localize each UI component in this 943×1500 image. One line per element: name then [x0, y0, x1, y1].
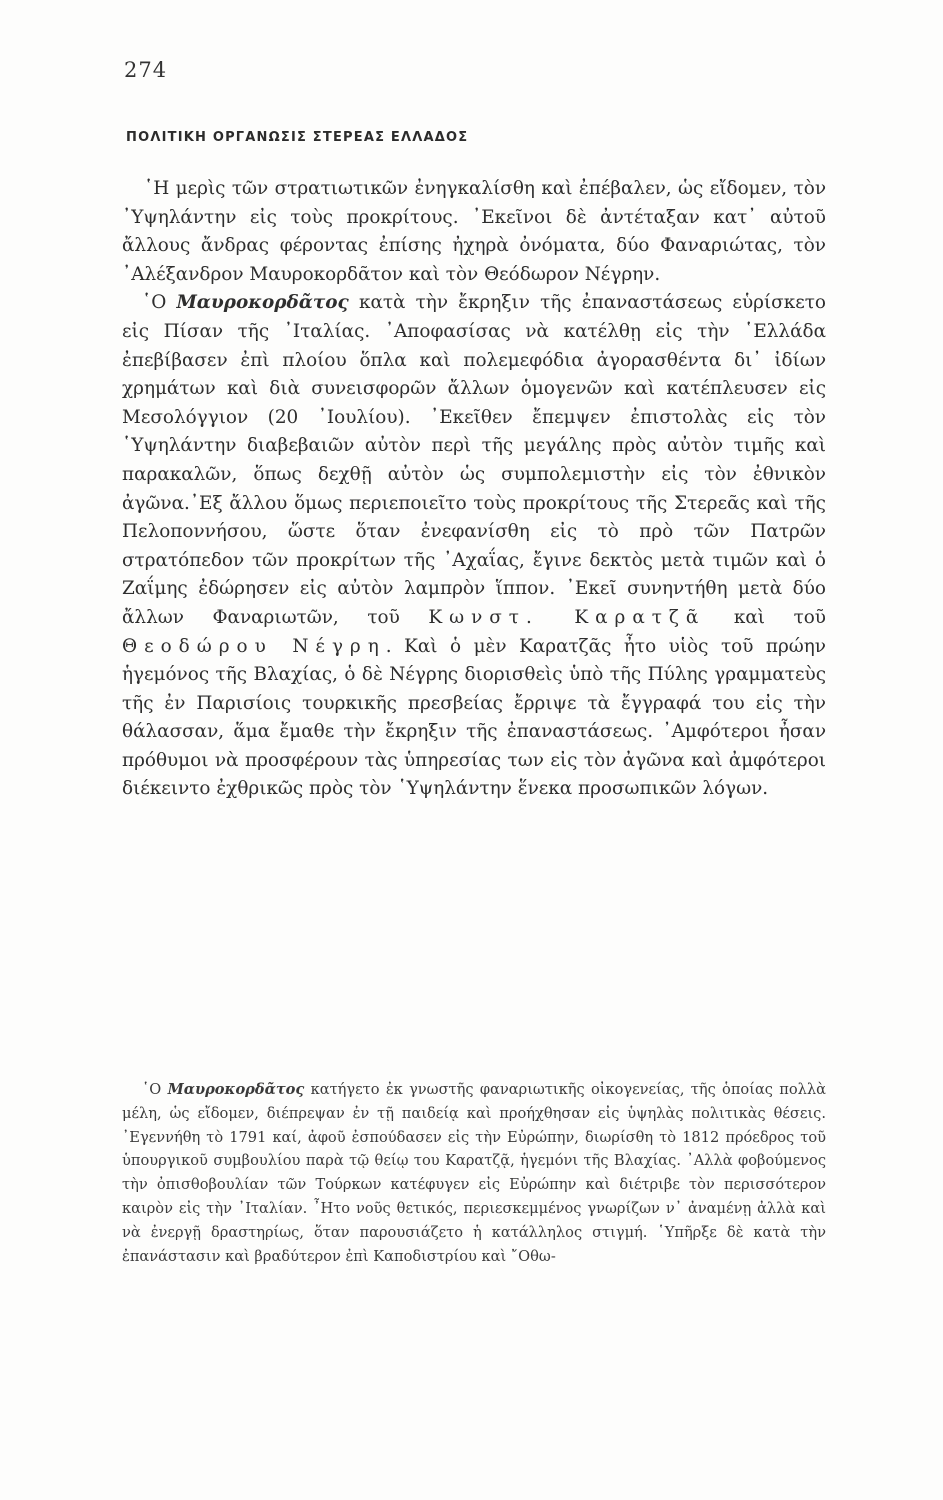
- spaced-name-negris: Θεοδώρου Νέγρη: [122, 635, 386, 657]
- paragraph-2-part1: κατὰ τὴν ἔκρηξιν τῆς ἐπαναστάσεως εὑρίσκετο εἰς Πίσαν τῆς ᾽Ιταλίας. ᾽Αποφασίσας νὰ κατέλθῃ εἰς τὴν ῾Ελλάδα ἐπεβίβασεν ἐπὶ πλοίου ὅπλα καὶ πολεμεφόδια ἀγορασθέντα δι᾽ ἰδίων χρημάτων καὶ διὰ συνεισφορῶν ἄλλων ὁμογενῶν καὶ κατέπλευσεν εἰς Μεσολόγγιον (20 ᾽Ιουλίου). ᾽Εκεῖθεν ἔπεμψεν ἐπιστολὰς εἰς τὸν ῾Υψηλάντην διαβεβαιῶν αὐτὸν περὶ τῆς μεγάλης πρὸς αὐτὸν τιμῆς καὶ παρακαλῶν, ὅπως δεχθῇ αὐτὸν ὡς συμπολεμιστὴν εἰς τὸν ἐθνικὸν ἀγῶνα.᾽Εξ ἄλλου ὅμως περιεποιεῖτο τοὺς προκρίτους τῆς Στερεᾶς καὶ τῆς Πελοποννήσου, ὥστε ὅταν ἐνεφανίσθη εἰς τὸ πρὸ τῶν Πατρῶν στρατόπεδον τῶν προκρίτων τῆς ᾽Αχαΐας, ἔγινε δεκτὸς μετὰ τιμῶν καὶ ὁ Ζαΐμης ἐδώρησεν εἰς αὐτὸν λαμπρὸν ἵππον. ᾽Εκεῖ συνηντήθη μετὰ δύο ἄλλων Φαναριωτῶν, τοῦ: [122, 292, 826, 628]
- paragraph-2-part3: . Καὶ ὁ μὲν Καρατζᾶς ἦτο υἱὸς τοῦ πρώην ἡγεμόνος τῆς Βλαχίας, ὁ δὲ Νέγρης διορισθεὶς ὑπὸ τῆς Πύλης γραμματεὺς τῆς ἐν Παρισίοις τουρκικῆς πρεσβείας ἔρριψε τὰ ἔγγραφά του εἰς τὴν θάλασσαν, ἅμα ἔμαθε τὴν ἔκρηξιν τῆς ἐπαναστάσεως. ᾽Αμφότεροι ἦσαν πρόθυμοι νὰ προσφέρουν τὰς ὑπηρεσίας των εἰς τὸν ἀγῶνα καὶ ἀμφότεροι διέκειντο ἐχθρικῶς πρὸς τὸν ῾Υψηλάντην ἕνεκα προσωπικῶν λόγων.: [122, 635, 826, 800]
- main-text: [122, 175, 826, 804]
- spaced-name-karatzas: Κωνστ. Καρατζᾶ: [428, 606, 706, 628]
- running-head: ΠΟΛΙΤΙΚΗ ΟΡΓΑΝΩΣΙΣ ΣΤΕΡΕΑΣ ΕΛΛΑΔΟΣ: [126, 130, 469, 145]
- footnote-name: Μαυροκορδᾶτος: [167, 1081, 305, 1098]
- paragraph-2-lead: ῾Ο: [142, 292, 177, 314]
- footnote-lead: ῾Ο: [142, 1081, 168, 1098]
- paragraph-2-part2: καὶ τοῦ: [705, 606, 826, 628]
- footnote-text: κατήγετο ἐκ γνωστῆς φαναριωτικῆς οἰκογενείας, τῆς ὁποίας πολλὰ μέλη, ὡς εἴδομεν, διέπρεψαν ἐν τῇ παιδείᾳ καὶ προήχθησαν εἰς ὑψηλὰς πολιτικὰς θέσεις. ᾽Εγεννήθη τὸ 1791 καί, ἀφοῦ ἐσπούδασεν εἰς τὴν Εὐρώπην, διωρίσθη τὸ 1812 πρόεδρος τοῦ ὑπουργικοῦ συμβουλίου παρὰ τῷ θείῳ του Καρατζᾷ, ἡγεμόνι τῆς Βλαχίας. ᾽Αλλὰ φοβούμενος τὴν ὀπισθοβουλίαν τῶν Τούρκων κατέφυγεν εἰς Εὐρώπην καὶ διέτριβε τὸν περισσότερον καιρὸν εἰς τὴν ᾽Ιταλίαν. ῏Ητο νοῦς θετικός, περιεσκεμμένος γνωρίζων ν᾽ ἀναμένῃ ἀλλὰ καὶ νὰ ἐνεργῇ δραστηρίως, ὅταν παρουσιάζετο ἡ κατάλληλος στιγμή. ῾Υπῆρξε δὲ κατὰ τὴν ἐπανάστασιν καὶ βραδύτερον ἐπὶ Καποδιστρίου καὶ ῎Οθω-: [122, 1081, 826, 1265]
- paragraph-2-name: Μαυροκορδᾶτος: [176, 292, 349, 314]
- paragraph-2: [122, 289, 826, 804]
- footnote-paragraph: [122, 1078, 826, 1268]
- paragraph-1: ῾Η μερὶς τῶν στρατιωτικῶν ἐνηγκαλίσθη καὶ ἐπέβαλεν, ὡς εἴδομεν, τὸν ᾽Υψηλάντην εἰς τοὺς προκρίτους. ᾽Εκεῖνοι δὲ ἀντέταξαν κατ᾽ αὐτοῦ ἄλλους ἄνδρας φέροντας ἐπίσης ἠχηρὰ ὀνόματα, δύο Φαναριώτας, τὸν ᾽Αλέξανδρον Μαυροκορδᾶτον καὶ τὸν Θεόδωρον Νέγρην.: [122, 178, 826, 285]
- page-number: 274: [124, 58, 168, 82]
- footnote: [122, 1078, 826, 1268]
